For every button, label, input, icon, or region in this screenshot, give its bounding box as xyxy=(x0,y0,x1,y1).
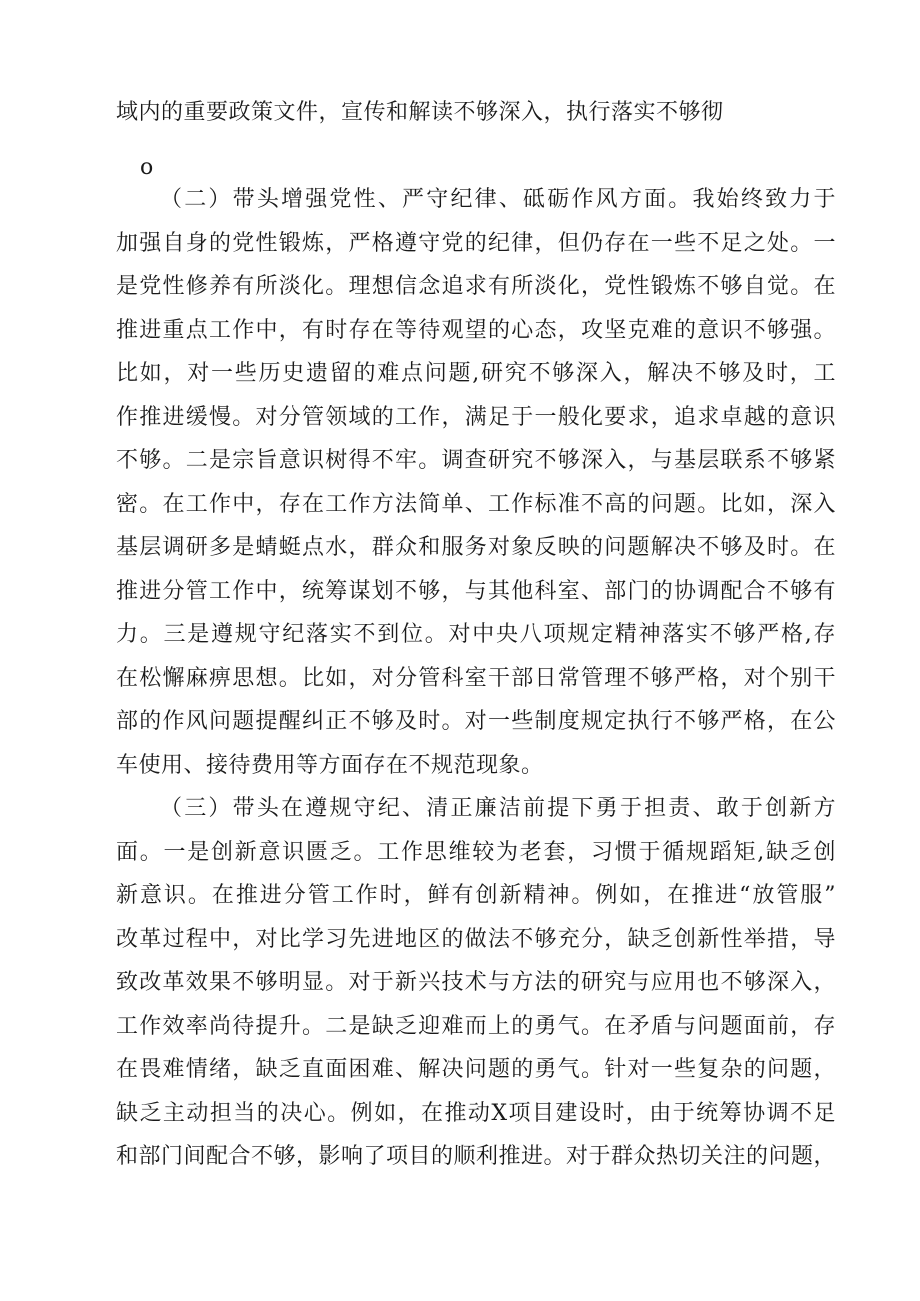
section3-line: 改革过程中，对比学习先进地区的做法不够充分，缺乏创新性举措，导 xyxy=(116,927,836,952)
section3-line: 和部门间配合不够，影响了项目的顺利推进。对于群众热切关注的问题， xyxy=(116,1144,837,1169)
section3-line: 面。一是创新意识匮乏。工作思维较为老套，习惯于循规蹈矩,缺乏创 xyxy=(116,840,836,865)
section2-line: 基层调研多是蜻蜓点水，群众和服务对象反映的问题解决不够及时。在 xyxy=(116,535,836,560)
continuation-line: 域内的重要政策文件，宣传和解读不够深入，执行落实不够彻 xyxy=(116,100,724,125)
section3-line: 缺乏主动担当的决心。例如，在推动X项目建设时，由于统筹协调不足 xyxy=(116,1101,836,1126)
section3-line: 在畏难情绪，缺乏直面困难、解决问题的勇气。针对一些复杂的问题， xyxy=(116,1057,836,1082)
section2-heading-line: （二）带头增强党性、严守纪律、砥砺作风方面。我始终致力于 xyxy=(160,187,836,212)
continuation-tail: o xyxy=(140,155,154,180)
section2-line: 在松懈麻痹思想。比如，对分管科室干部日常管理不够严格，对个别干 xyxy=(116,666,836,691)
section2-line: 密。在工作中，存在工作方法简单、工作标准不高的问题。比如，深入 xyxy=(116,492,836,517)
section3-line: 新意识。在推进分管工作时，鲜有创新精神。例如，在推进“放管服” xyxy=(116,883,836,908)
section2-line: 不够。二是宗旨意识树得不牢。调查研究不够深入，与基层联系不够紧 xyxy=(116,448,836,473)
section2-line: 比如，对一些历史遗留的难点问题,研究不够深入，解决不够及时，工 xyxy=(116,361,836,386)
section2-line: 力。三是遵规守纪落实不到位。对中央八项规定精神落实不够严格,存 xyxy=(116,622,836,647)
section2-line: 部的作风问题提醒纠正不够及时。对一些制度规定执行不够严格，在公 xyxy=(116,709,836,734)
section2-line: 作推进缓慢。对分管领域的工作，满足于一般化要求，追求卓越的意识 xyxy=(116,405,836,430)
section3-line: 工作效率尚待提升。二是缺乏迎难而上的勇气。在矛盾与问题面前，存 xyxy=(116,1014,836,1039)
section2-line: 推进分管工作中，统筹谋划不够，与其他科室、部门的协调配合不够有 xyxy=(116,579,836,604)
section2-line: 是党性修养有所淡化。理想信念追求有所淡化，党性锻炼不够自觉。在 xyxy=(116,274,836,299)
section2-line: 推进重点工作中，有时存在等待观望的心态，攻坚克难的意识不够强。 xyxy=(116,318,836,343)
section3-heading-line: （三）带头在遵规守纪、清正廉洁前提下勇于担责、敢于创新方 xyxy=(160,796,836,821)
section3-line: 致改革效果不够明显。对于新兴技术与方法的研究与应用也不够深入， xyxy=(116,970,836,995)
section2-line-last: 车使用、接待费用等方面存在不规范现象。 xyxy=(116,753,544,778)
section2-line: 加强自身的党性锻炼，严格遵守党的纪律，但仍存在一些不足之处。一 xyxy=(116,231,836,256)
